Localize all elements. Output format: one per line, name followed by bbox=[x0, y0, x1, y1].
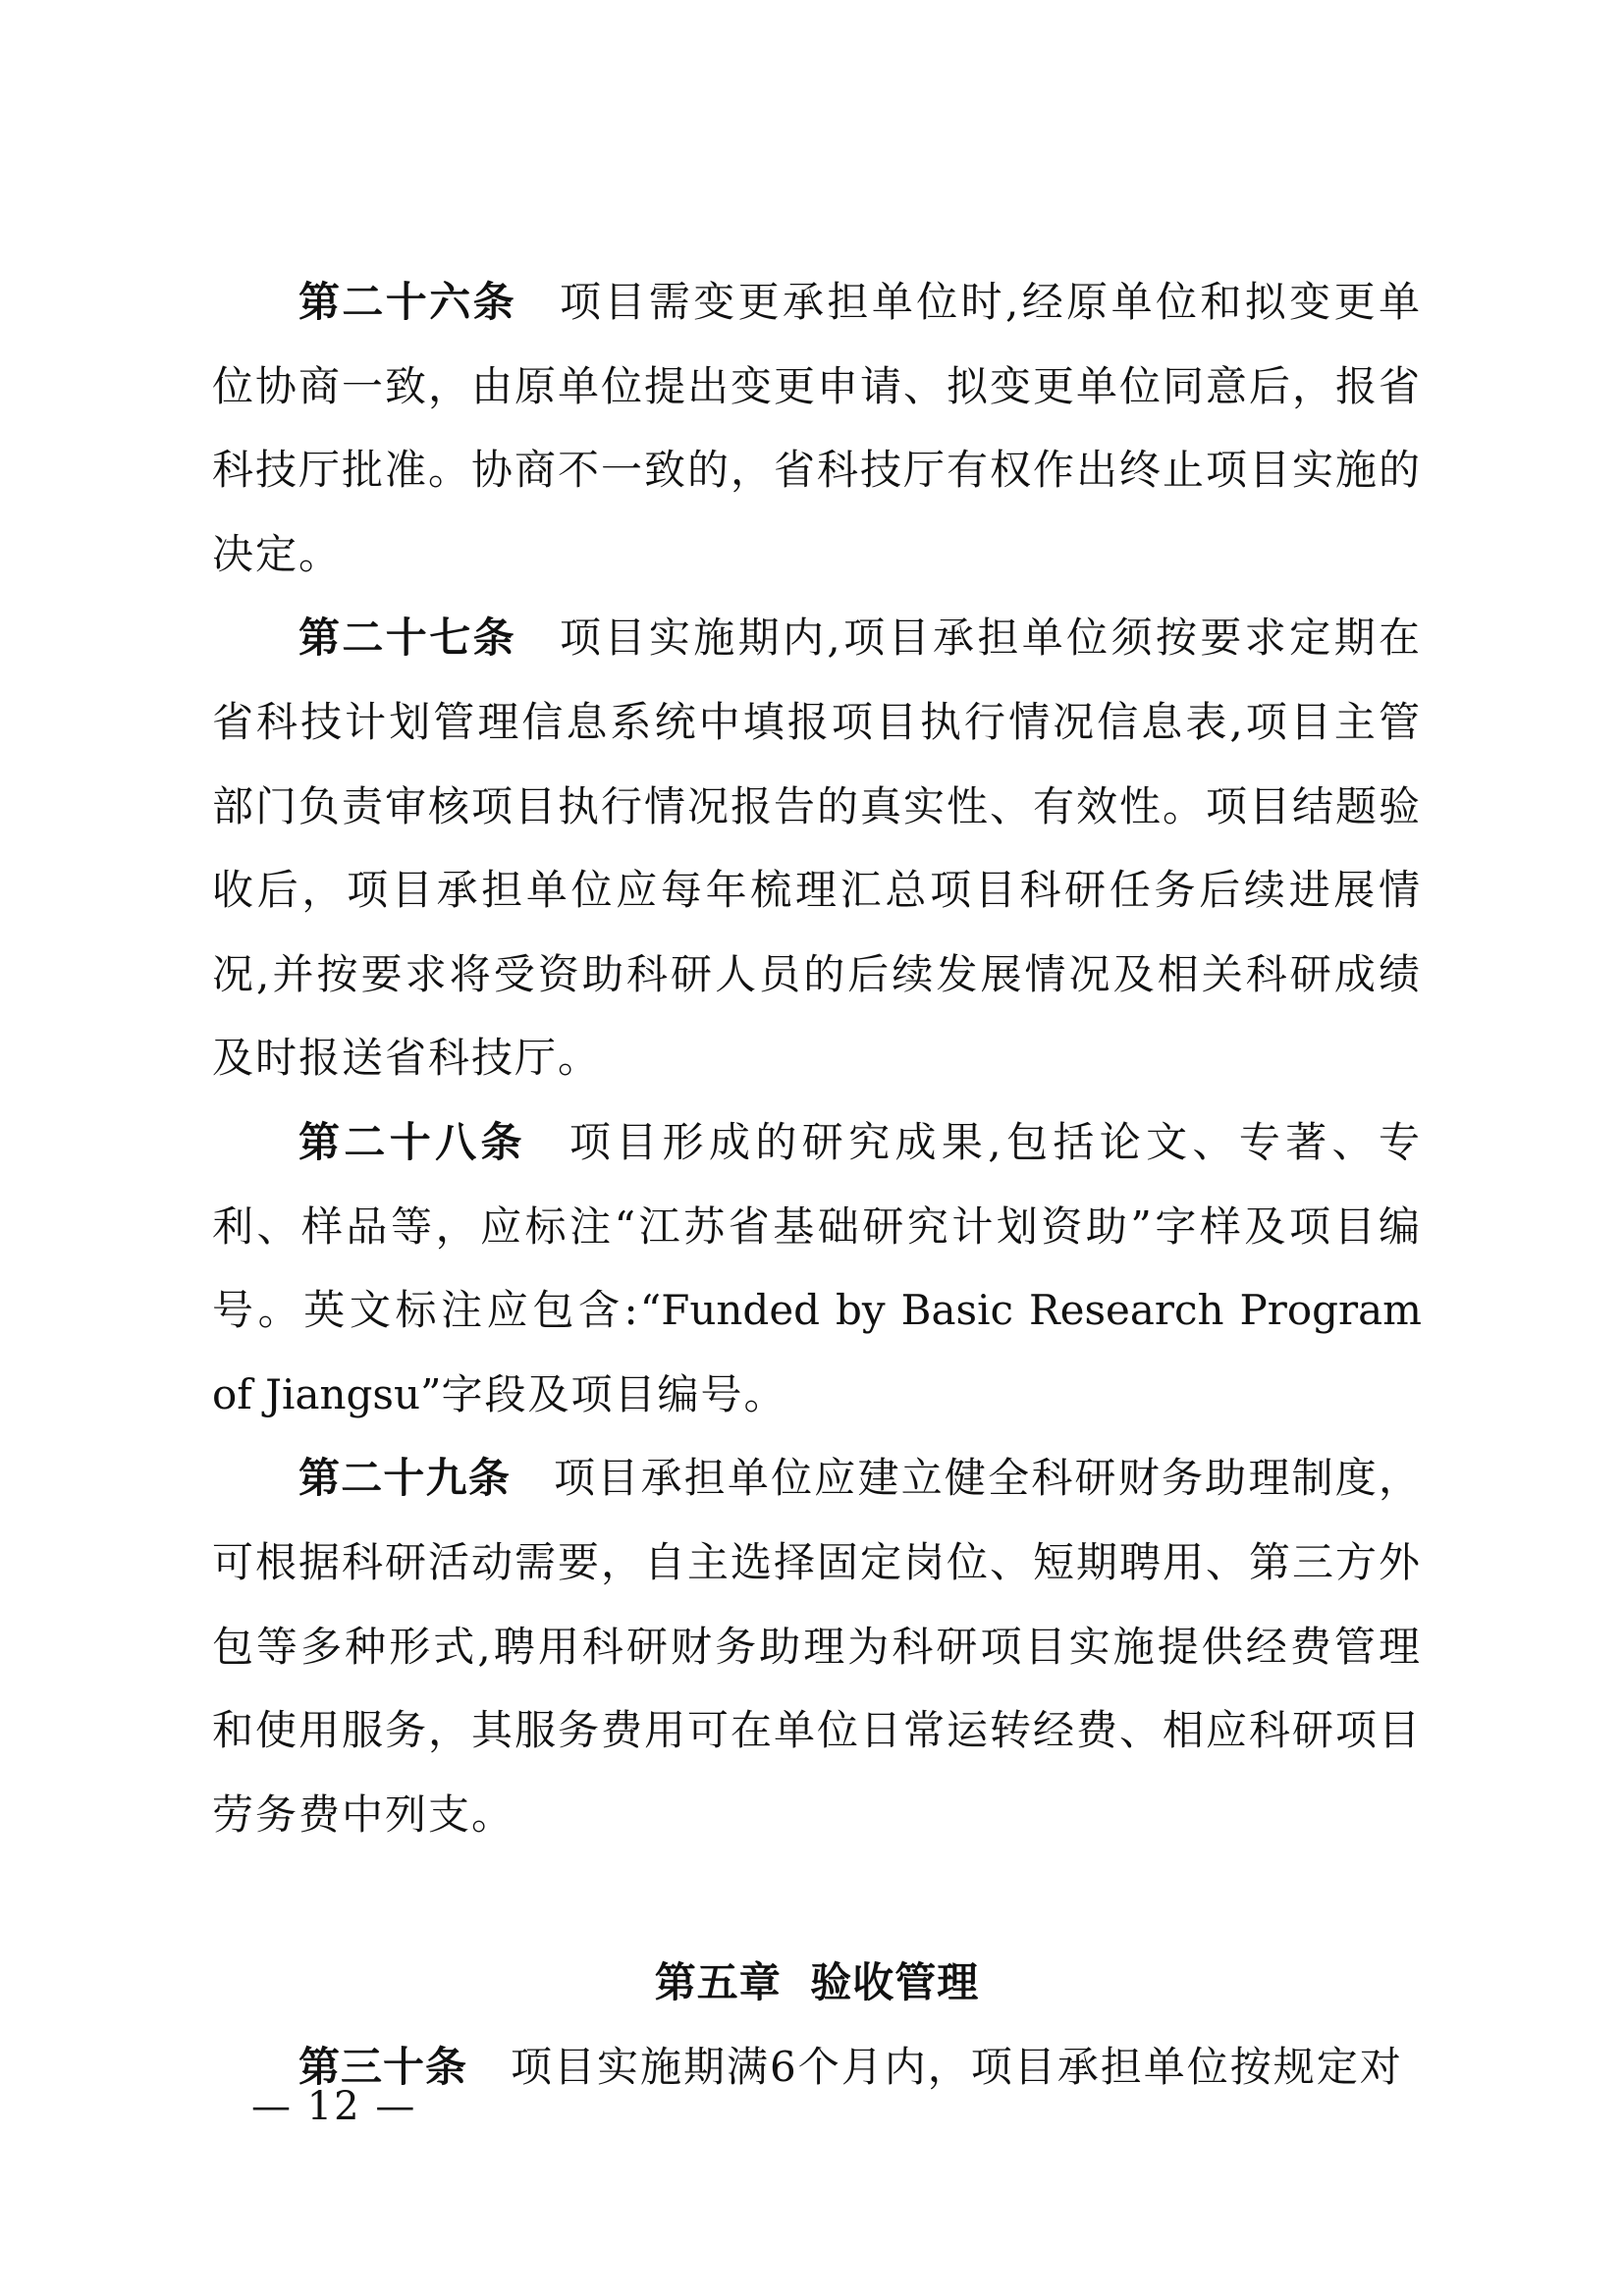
article-text: 项目实施期内,项目承担单位须按要求定期在省科技计划管理信息系统中填报项目执行情况信息表,项目主管部门负责审核项目执行情况报告的真实性、有效性。项目结题验收后，项目承担单位应每年梳理汇总项目科研任务后续进展情况,并按要求将受资助科研人员的后续发展情况及相关科研成绩及时报送省科技厅。 bbox=[212, 614, 1423, 1083]
article-number: 第二十七条 bbox=[298, 614, 517, 663]
article-26 bbox=[212, 260, 1422, 596]
article-27 bbox=[212, 596, 1422, 1100]
article-number: 第二十九条 bbox=[298, 1454, 512, 1503]
article-text: 项目需变更承担单位时,经原单位和拟变更单位协商一致，由原单位提出变更申请、拟变更单位同意后，报省科技厅批准。协商不一致的，省科技厅有权作出终止项目实施的决定。 bbox=[212, 278, 1423, 578]
article-number: 第三十条 bbox=[298, 2042, 468, 2091]
chapter-heading: 第五章 验收管理 bbox=[654, 1958, 980, 2007]
article-29 bbox=[212, 1436, 1422, 1856]
article-text: 项目承担单位应建立健全科研财务助理制度，可根据科研活动需要，自主选择固定岗位、短期聘用、第三方外包等多种形式,聘用科研财务助理为科研项目实施提供经费管理和使用服务，其服务费用可在单位日常运转经费、相应科研项目劳务费中列支。 bbox=[212, 1454, 1423, 1839]
english-acknowledgement: “Funded by Basic Research Program of Jiangsu” bbox=[212, 1286, 1422, 1418]
document-body bbox=[212, 260, 1422, 2109]
article-28 bbox=[212, 1100, 1422, 1436]
article-number: 第二十八条 bbox=[298, 1117, 526, 1166]
article-text: 项目形成的研究成果,包括论文、专著、专利、样品等，应标注“江苏省基础研究计划资助”字样及项目编号。英文标注应包含: bbox=[212, 1117, 1422, 1335]
page-number: — 12 — bbox=[251, 2084, 417, 2129]
article-text-end: 字段及项目编号。 bbox=[441, 1369, 787, 1418]
article-number: 第二十六条 bbox=[298, 278, 517, 326]
article-text: 项目实施期满6个月内，项目承担单位按规定对 bbox=[511, 2042, 1403, 2091]
